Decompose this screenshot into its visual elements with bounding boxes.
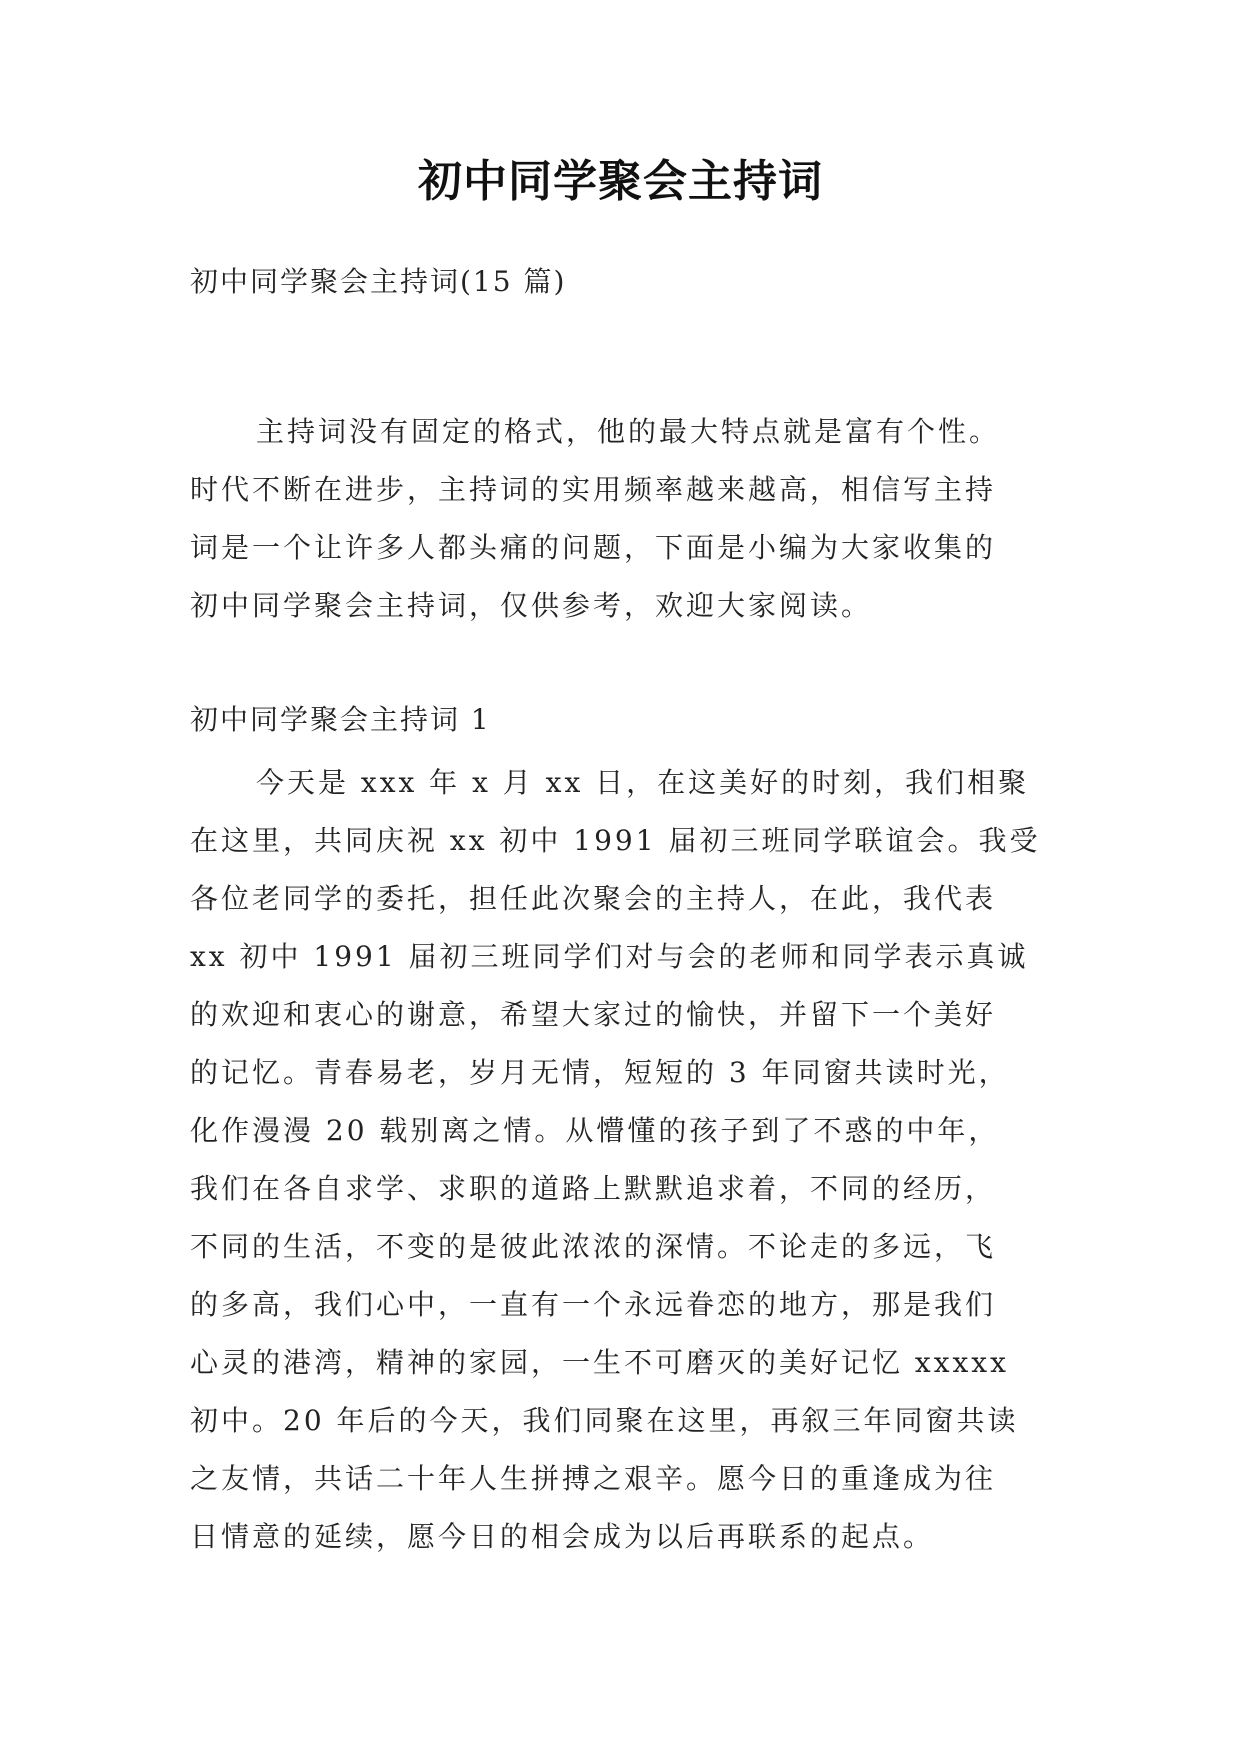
document-title: 初中同学聚会主持词: [418, 156, 823, 207]
paragraph-line: 的多高，我们心中，一直有一个永远眷恋的地方，那是我们: [190, 1288, 997, 1321]
intro-line: 时代不断在进步，主持词的实用频率越来越高，相信写主持: [190, 473, 997, 506]
paragraph-line: 初中。20 年后的今天，我们同聚在这里，再叙三年同窗共读: [190, 1404, 1019, 1437]
paragraph-line: 的记忆。青春易老，岁月无情，短短的 3 年同窗共读时光，: [190, 1056, 1010, 1089]
document-subtitle: 初中同学聚会主持词(15 篇): [190, 265, 567, 298]
paragraph-line: 心灵的港湾，精神的家园，一生不可磨灭的美好记忆 xxxxx: [190, 1346, 1009, 1379]
paragraph-line: 日情意的延续，愿今日的相会成为以后再联系的起点。: [190, 1520, 935, 1553]
paragraph-line: 化作漫漫 20 载别离之情。从懵懂的孩子到了不惑的中年，: [190, 1114, 1000, 1147]
paragraph-line: 不同的生活，不变的是彼此浓浓的深情。不论走的多远，飞: [190, 1230, 997, 1263]
intro-line: 主持词没有固定的格式，他的最大特点就是富有个性。: [256, 415, 1001, 448]
section-paragraph: [190, 754, 1070, 1566]
paragraph-line: 在这里，共同庆祝 xx 初中 1991 届初三班同学联谊会。我受: [190, 824, 1041, 857]
paragraph-line: 我们在各自求学、求职的道路上默默追求着，不同的经历，: [190, 1172, 997, 1205]
section-heading: 初中同学聚会主持词 1: [190, 703, 491, 736]
paragraph-line: 的欢迎和衷心的谢意，希望大家过的愉快，并留下一个美好: [190, 998, 997, 1031]
paragraph-line: 各位老同学的委托，担任此次聚会的主持人，在此，我代表: [190, 882, 997, 915]
paragraph-line: xx 初中 1991 届初三班同学们对与会的老师和同学表示真诚: [190, 940, 1029, 973]
paragraph-line: 今天是 xxx 年 x 月 xx 日，在这美好的时刻，我们相聚: [256, 766, 1030, 799]
intro-line: 初中同学聚会主持词，仅供参考，欢迎大家阅读。: [190, 589, 873, 622]
intro-paragraph: [190, 403, 1070, 635]
intro-line: 词是一个让许多人都头痛的问题，下面是小编为大家收集的: [190, 531, 997, 564]
paragraph-line: 之友情，共话二十年人生拼搏之艰辛。愿今日的重逢成为往: [190, 1462, 997, 1495]
